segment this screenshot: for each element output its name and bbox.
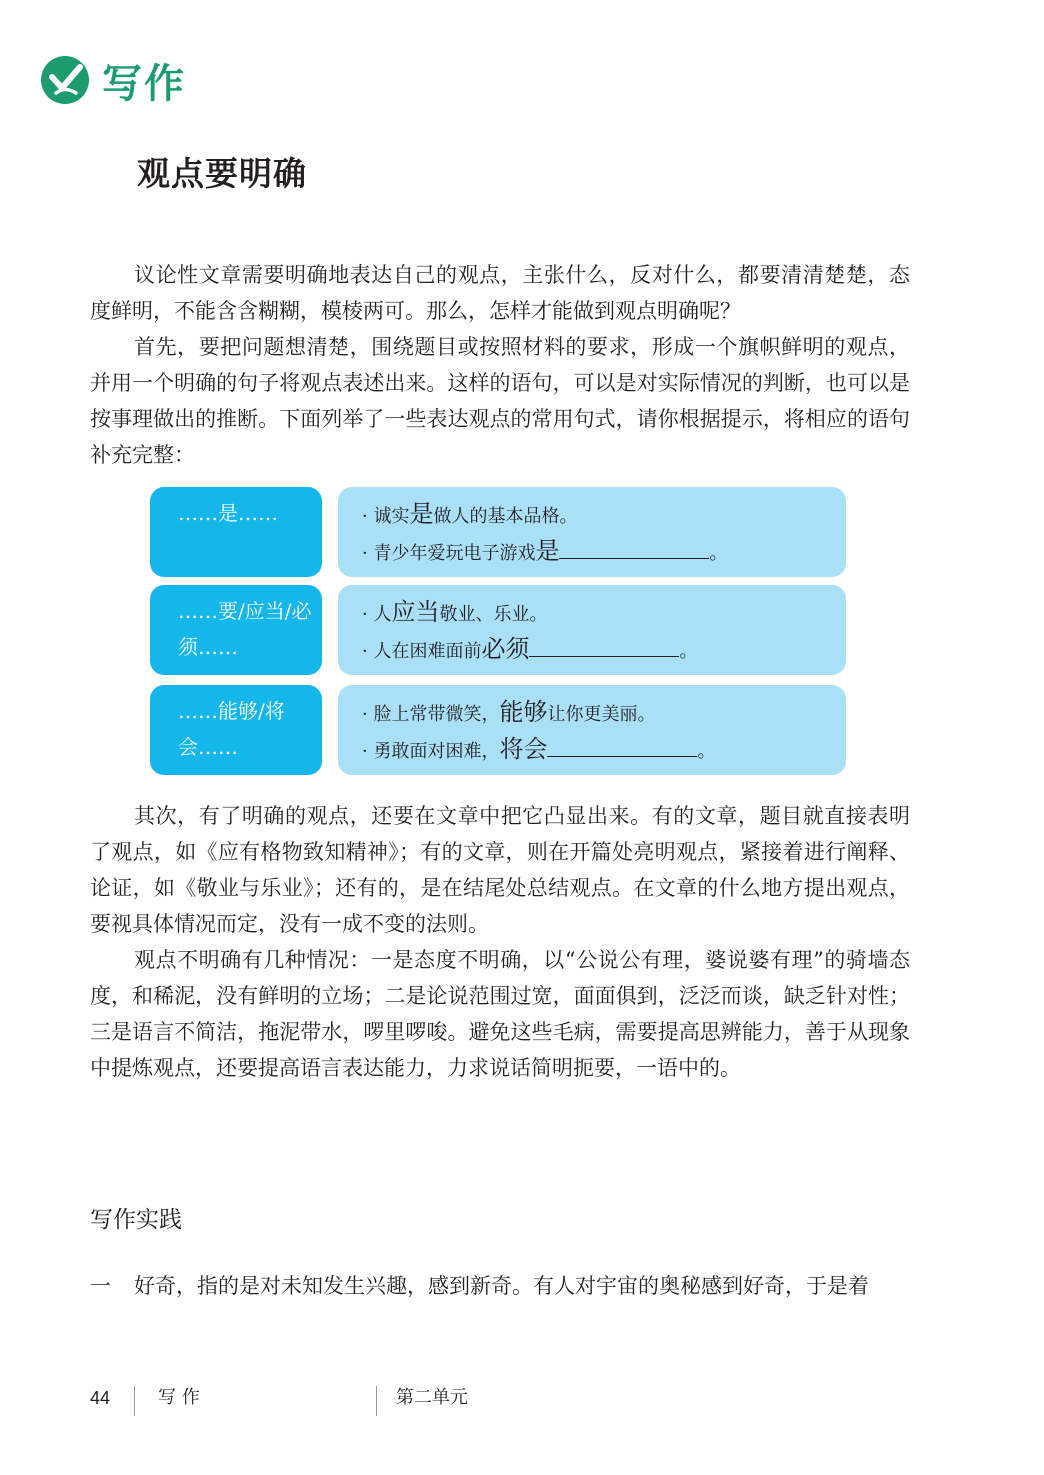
example-line: · 青少年爱玩电子游戏是 。 <box>362 537 728 565</box>
exercise-text: 好奇，指的是对未知发生兴趣，感到新奇。有人对宇宙的奥秘感到好奇，于是着 <box>134 1274 869 1298</box>
pattern-examples <box>338 585 846 675</box>
fill-in-blank[interactable] <box>547 738 697 757</box>
pattern-label: ……要/应当/必须…… <box>150 585 322 675</box>
paragraph-intro: 议论性文章需要明确地表达自己的观点，主张什么，反对什么，都要清清楚楚，态度鲜明，不能含含糊糊，模棱两可。那么，怎样才能做到观点明确呢？ <box>90 263 910 323</box>
example-line: · 诚实是做人的基本品格。 <box>362 500 578 528</box>
writing-emblem-icon <box>40 55 90 105</box>
fill-in-blank[interactable] <box>529 638 679 657</box>
pattern-row <box>150 685 846 775</box>
keyword: 能够 <box>499 698 548 726</box>
footer-divider <box>134 1386 135 1416</box>
paragraph-second: 其次，有了明确的观点，还要在文章中把它凸显出来。有的文章，题目就直接表明了观点，如《应有格物致知精神》；有的文章，则在开篇处亮明观点，紧接着进行阐释、论证，如《敬业与乐业》；还有的，是在结尾处总结观点。在文章的什么地方提出观点，要视具体情况而定，没有一成不变的法则。 <box>90 804 910 936</box>
keyword: 必须 <box>481 635 530 663</box>
pattern-label: ……是…… <box>150 487 322 577</box>
exercise-number: 一 <box>90 1274 111 1298</box>
chapter-header <box>40 52 186 108</box>
page-number: 44 <box>90 1388 111 1408</box>
pattern-row <box>150 487 846 577</box>
example-line: · 人应当敬业、乐业。 <box>362 598 548 626</box>
chapter-title: 写作 <box>102 60 186 107</box>
pattern-examples <box>338 685 846 775</box>
keyword: 是 <box>409 500 434 528</box>
keyword: 应当 <box>391 598 440 626</box>
keyword: 将会 <box>499 735 548 763</box>
pattern-examples <box>338 487 846 577</box>
example-line: · 人在困难面前必须 。 <box>362 635 698 663</box>
fill-in-blank[interactable] <box>559 540 709 559</box>
pattern-label: ……能够/将会…… <box>150 685 322 775</box>
exercise-item <box>90 1268 910 1304</box>
footer-divider <box>376 1386 377 1416</box>
section-heading: 写作实践 <box>90 1207 182 1233</box>
example-line: · 脸上常带微笑，能够让你更美丽。 <box>362 698 656 726</box>
footer-unit: 第二单元 <box>396 1387 468 1408</box>
paragraph-third: 观点不明确有几种情况：一是态度不明确，以“公说公有理，婆说婆有理”的骑墙态度，和稀泥，没有鲜明的立场；二是论说范围过宽，面面俱到，泛泛而谈，缺乏针对性；三是语言不简洁，拖泥带水，啰里啰唆。避免这些毛病，需要提高思辨能力，善于从现象中提炼观点，还要提高语言表达能力，力求说话简明扼要，一语中的。 <box>90 948 910 1080</box>
keyword: 是 <box>535 537 560 565</box>
footer-section: 写 作 <box>158 1387 200 1408</box>
paragraph-first: 首先，要把问题想清楚，围绕题目或按照材料的要求，形成一个旗帜鲜明的观点，并用一个明确的句子将观点表述出来。这样的语句，可以是对实际情况的判断，也可以是按事理做出的推断。下面列举了一些表达观点的常用句式，请你根据提示，将相应的语句补充完整： <box>90 335 910 467</box>
example-line: · 勇敢面对困难，将会 。 <box>362 735 716 763</box>
page-title: 观点要明确 <box>137 154 307 193</box>
pattern-row <box>150 585 846 675</box>
